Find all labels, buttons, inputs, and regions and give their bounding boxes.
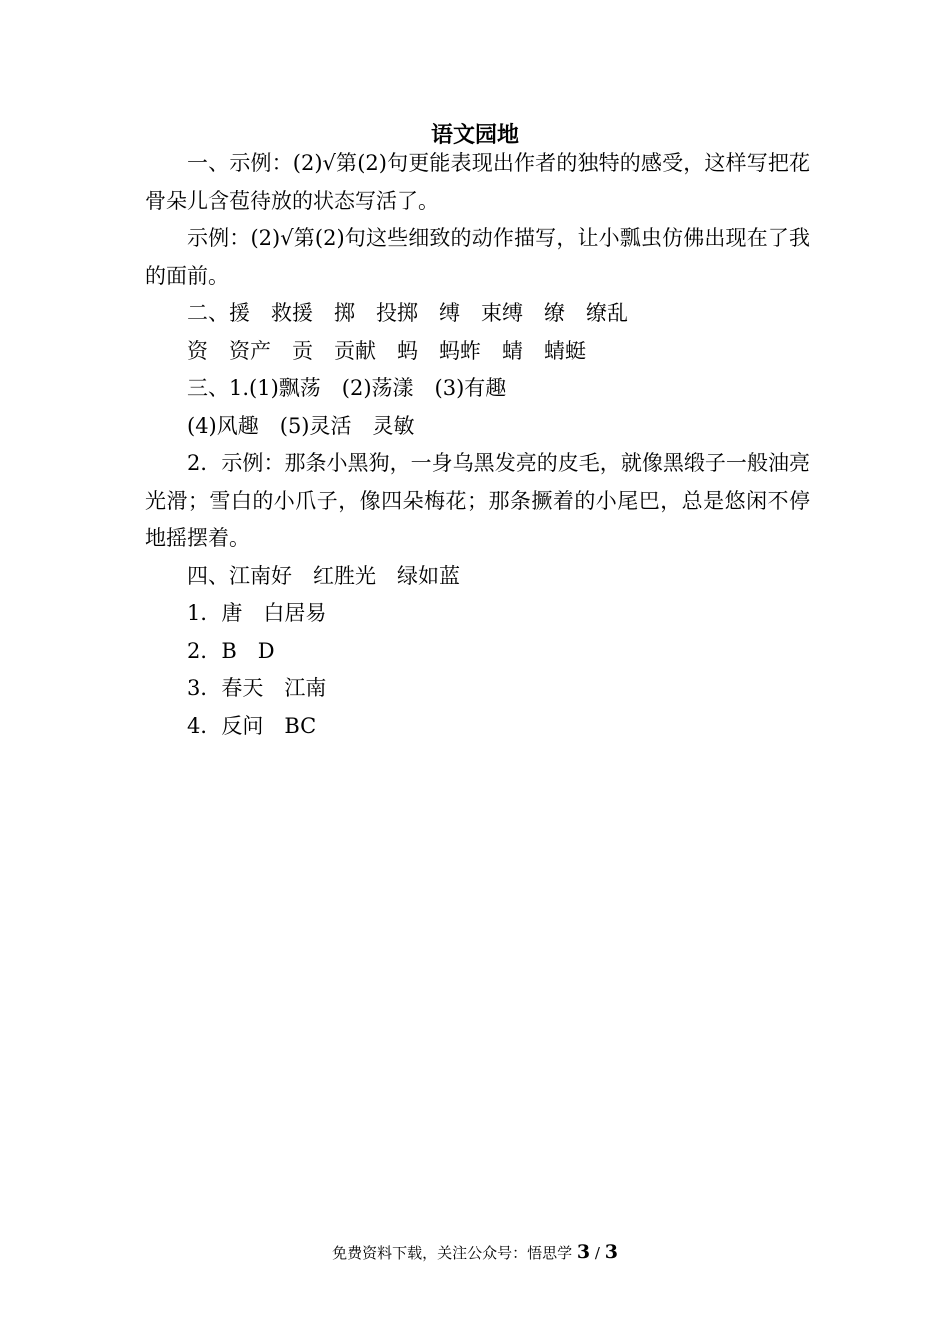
paragraph xyxy=(145,370,810,408)
page-number-total: 3 xyxy=(604,1241,618,1263)
paragraph-text: 示例：(2)√第(2)句更能表现出作者的独特的感受，这样写把花骨朵儿含苞待放的状态写活了。 xyxy=(145,151,811,213)
footer-text: 免费资料下载，关注公众号：悟思学 xyxy=(332,1244,577,1262)
paragraph xyxy=(145,220,810,295)
section-heading: 四、 xyxy=(187,563,229,588)
paragraph-text: 2．示例：那条小黑狗，一身乌黑发亮的皮毛，就像黑缎子一般油亮光滑；雪白的小爪子，像四朵梅花；那条撅着的小尾巴，总是悠闲不停地摇摆着。 xyxy=(145,451,810,550)
page-title: 语文园地 xyxy=(430,123,519,148)
section-heading: 二、 xyxy=(187,301,229,325)
paragraph-text: 示例：(2)√第(2)句这些细致的动作描写，让小瓢虫仿佛出现在了我的面前。 xyxy=(145,226,810,288)
paragraph-text: 3．春天 江南 xyxy=(187,676,327,700)
paragraph xyxy=(145,295,810,333)
page-number-separator: / xyxy=(590,1244,605,1262)
paragraph xyxy=(145,595,810,633)
answer-body xyxy=(145,145,810,745)
paragraph xyxy=(145,333,810,371)
paragraph xyxy=(145,145,810,220)
paragraph xyxy=(145,670,810,708)
paragraph-text: 三、1.(1)飘荡 (2)荡漾 (3)有趣 xyxy=(187,376,507,400)
paragraph-text: 2．B D xyxy=(187,638,275,663)
page-footer xyxy=(0,1241,950,1264)
paragraph-text: 江南好 红胜光 绿如蓝 xyxy=(229,563,460,588)
section-heading: 一、 xyxy=(187,151,230,175)
paragraph xyxy=(145,708,810,746)
paragraph-text: (4)风趣 (5)灵活 灵敏 xyxy=(187,413,415,438)
paragraph xyxy=(145,408,810,446)
page-number-current: 3 xyxy=(576,1241,591,1263)
paragraph-text: 援 救援 掷 投掷 缚 束缚 缭 缭乱 xyxy=(229,301,628,325)
paragraph xyxy=(145,445,810,558)
paragraph-text: 1．唐 白居易 xyxy=(187,601,327,625)
paragraph xyxy=(145,633,810,671)
paragraph-text: 资 资产 贡 贡献 蚂 蚂蚱 蜻 蜻蜓 xyxy=(187,338,586,363)
paragraph-text: 4．反问 BC xyxy=(187,713,317,738)
paragraph xyxy=(145,558,810,596)
